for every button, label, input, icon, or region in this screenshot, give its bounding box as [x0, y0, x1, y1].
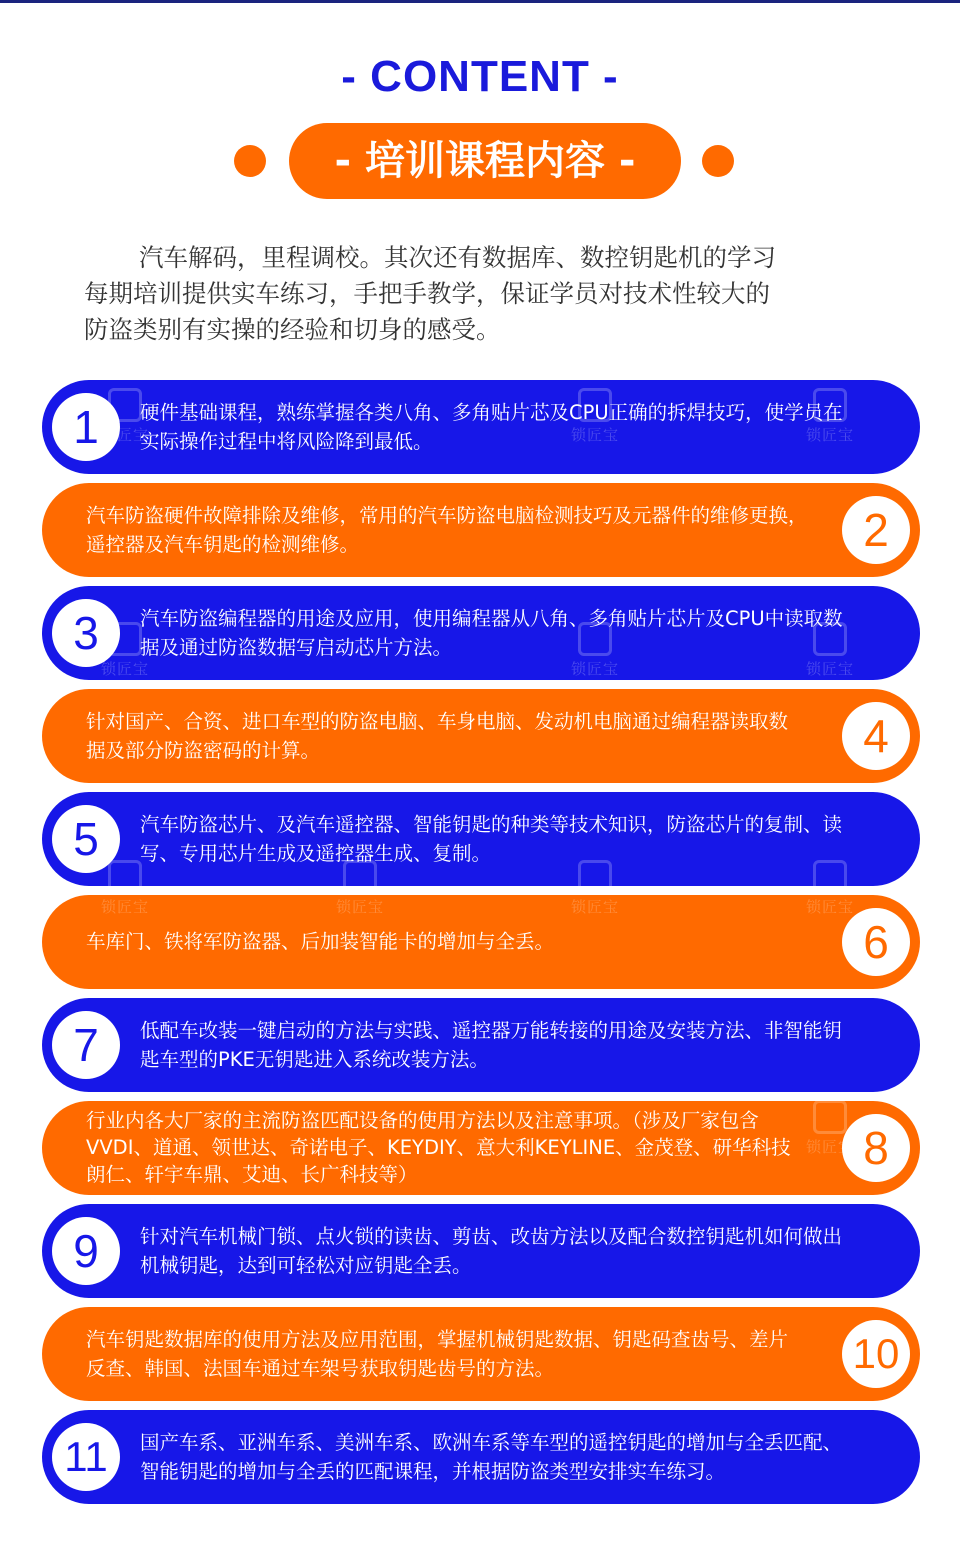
watermark-logo: 锁匠宝 — [795, 388, 865, 448]
watermark-logo: 锁匠宝 — [560, 388, 630, 448]
item-number-badge: 5 — [52, 805, 120, 873]
item-text-line: 机械钥匙，达到可轻松对应钥匙全丢。 — [140, 1254, 472, 1277]
watermark-logo: 锁匠宝 — [560, 860, 630, 920]
course-item-5 — [42, 792, 920, 886]
item-text — [86, 707, 846, 765]
course-item-10 — [42, 1307, 920, 1401]
item-text-line: 智能钥匙的增加与全丢的匹配课程，并根据防盗类型安排实车练习。 — [140, 1460, 726, 1483]
item-number-badge: 6 — [842, 908, 910, 976]
item-text-line: 针对国产、合资、进口车型的防盗电脑、车身电脑、发动机电脑通过编程器读取数 — [86, 710, 789, 733]
item-number-badge: 11 — [52, 1423, 120, 1491]
course-item-6 — [42, 895, 920, 989]
course-item-1 — [42, 380, 920, 474]
item-text-line: VVDI、道通、领世达、奇诺电子、KEYDIY、意大利KEYLINE、金茂登、研华科技 — [86, 1136, 791, 1159]
item-text — [86, 1325, 846, 1383]
item-text — [140, 1428, 880, 1486]
watermark-logo: 锁匠宝 — [325, 860, 395, 920]
course-item-2 — [42, 483, 920, 577]
course-item-4 — [42, 689, 920, 783]
item-text-line: 汽车防盗芯片、及汽车遥控器、智能钥匙的种类等技术知识，防盗芯片的复制、读 — [140, 813, 843, 836]
course-item-8 — [42, 1101, 920, 1195]
watermark-logo: 锁匠宝 — [795, 622, 865, 682]
watermark-logo: 锁匠宝 — [795, 860, 865, 920]
decorative-dot-right — [702, 145, 734, 177]
item-text-line: 据及通过防盗数据写启动芯片方法。 — [140, 636, 453, 659]
intro-paragraph — [84, 240, 884, 348]
course-item-9 — [42, 1204, 920, 1298]
watermark-logo: 锁匠宝 — [90, 622, 160, 682]
item-text — [140, 604, 880, 662]
item-text-line: 汽车钥匙数据库的使用方法及应用范围，掌握机械钥匙数据、钥匙码查齿号、差片 — [86, 1328, 789, 1351]
course-item-3 — [42, 586, 920, 680]
section-title-pill: - 培训课程内容 - — [289, 123, 681, 199]
item-text — [86, 927, 846, 956]
item-number-badge: 3 — [52, 599, 120, 667]
item-text — [140, 1222, 880, 1280]
decorative-dot-left — [234, 145, 266, 177]
item-text — [140, 810, 880, 868]
item-text-line: 遥控器及汽车钥匙的检测维修。 — [86, 533, 360, 556]
course-item-7 — [42, 998, 920, 1092]
item-text-line: 汽车防盗编程器的用途及应用，使用编程器从八角、多角贴片芯片及CPU中读取数 — [140, 607, 843, 630]
content-heading: - CONTENT - — [341, 52, 619, 101]
item-text — [140, 1016, 880, 1074]
item-text-line: 硬件基础课程，熟练掌握各类八角、多角贴片芯及CPU正确的拆焊技巧，使学员在 — [140, 401, 843, 424]
item-text-line: 朗仁、轩宇车鼎、艾迪、长广科技等） — [86, 1163, 418, 1186]
intro-line: 每期培训提供实车练习，手把手教学，保证学员对技术性较大的 — [84, 279, 770, 308]
item-number-badge: 7 — [52, 1011, 120, 1079]
item-number-badge: 9 — [52, 1217, 120, 1285]
intro-line: 汽车解码，里程调校。其次还有数据库、数控钥匙机的学习 — [139, 243, 776, 272]
item-text-line: 实际操作过程中将风险降到最低。 — [140, 430, 433, 453]
item-text-line: 针对汽车机械门锁、点火锁的读齿、剪齿、改齿方法以及配合数控钥匙机如何做出 — [140, 1225, 843, 1248]
watermark-logo: 锁匠宝 — [90, 860, 160, 920]
item-text-line: 据及部分防盗密码的计算。 — [86, 739, 321, 762]
item-text — [86, 1107, 846, 1188]
course-item-11 — [42, 1410, 920, 1504]
item-text-line: 匙车型的PKE无钥匙进入系统改装方法。 — [140, 1048, 489, 1071]
item-text-line: 反查、韩国、法国车通过车架号获取钥匙齿号的方法。 — [86, 1357, 555, 1380]
item-text — [86, 501, 846, 559]
item-number-badge: 8 — [842, 1114, 910, 1182]
item-text-line: 汽车防盗硬件故障排除及维修，常用的汽车防盗电脑检测技巧及元器件的维修更换， — [86, 504, 808, 527]
watermark-logo: 锁匠宝 — [90, 388, 160, 448]
item-number-badge: 1 — [52, 393, 120, 461]
item-number-badge: 10 — [842, 1320, 910, 1388]
item-text-line: 写、专用芯片生成及遥控器生成、复制。 — [140, 842, 492, 865]
item-text — [140, 398, 880, 456]
item-text-line: 车库门、铁将军防盗器、后加装智能卡的增加与全丢。 — [86, 930, 555, 953]
item-text-line: 行业内各大厂家的主流防盗匹配设备的使用方法以及注意事项。（涉及厂家包含 — [86, 1109, 759, 1132]
watermark-logo: 锁匠宝 — [560, 622, 630, 682]
item-number-badge: 2 — [842, 496, 910, 564]
item-text-line: 国产车系、亚洲车系、美洲车系、欧洲车系等车型的遥控钥匙的增加与全丢匹配、 — [140, 1431, 843, 1454]
item-number-badge: 4 — [842, 702, 910, 770]
watermark-logo: 锁匠宝 — [795, 1100, 865, 1160]
top-border-line — [0, 0, 960, 3]
intro-line: 防盗类别有实操的经验和切身的感受。 — [84, 315, 501, 344]
item-text-line: 低配车改装一键启动的方法与实践、遥控器万能转接的用途及安装方法、非智能钥 — [140, 1019, 843, 1042]
